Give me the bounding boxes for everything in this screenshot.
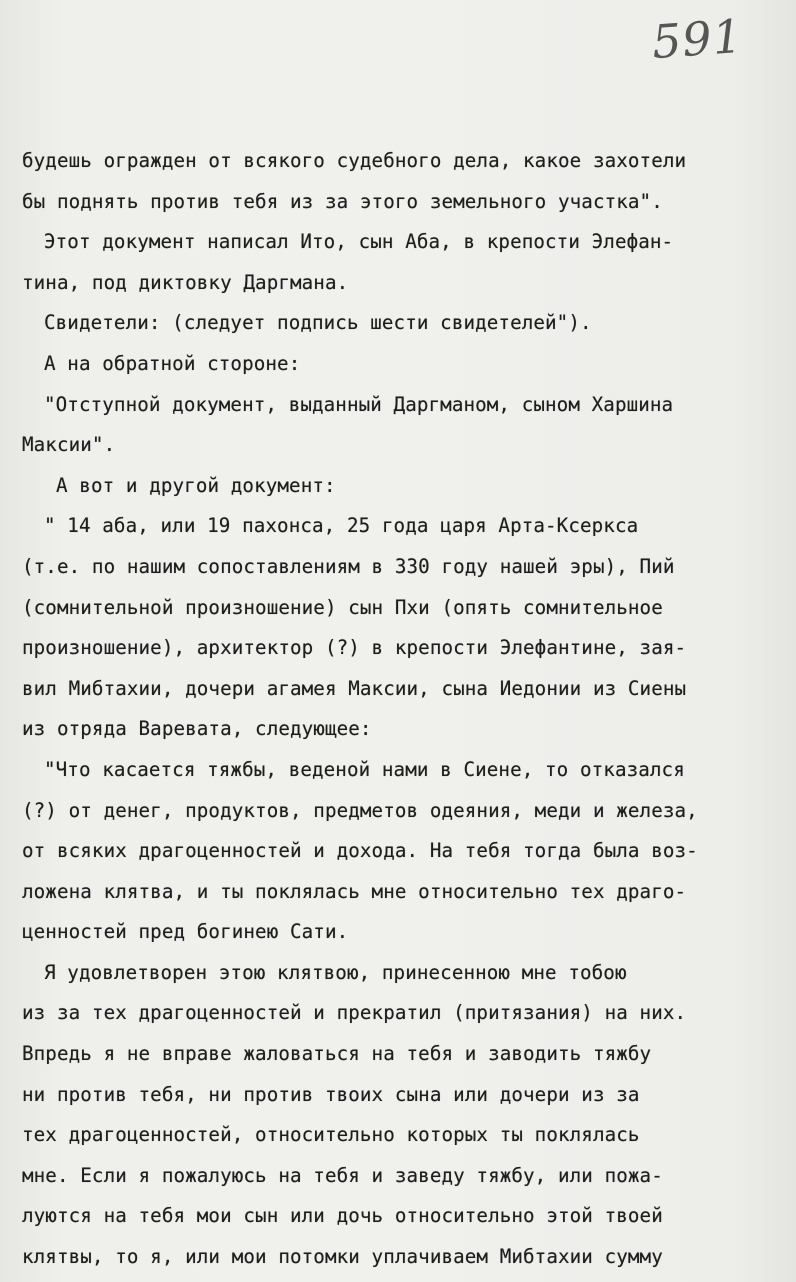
text-line: произношение), архитектор (?) в крепости Элефантине, зая- xyxy=(22,636,687,660)
text-line: тина, под диктовку Даргмана. xyxy=(22,270,349,294)
text-line: тех драгоценностей, относительно которых ты поклялась xyxy=(22,1123,640,1147)
text-line: " 14 аба, или 19 пахонса, 25 года царя Арта-Ксеркса xyxy=(44,514,639,538)
text-line: "Что касается тяжбы, веденой нами в Сиене, то отказался xyxy=(44,757,685,781)
text-line: Впредь я не вправе жаловаться на тебя и заводить тяжбу xyxy=(22,1042,652,1066)
text-line: А вот и другой документ: xyxy=(56,473,336,497)
text-line: Я удовлетворен этою клятвою, принесенною мне тобою xyxy=(44,960,627,984)
text-line: из отряда Варевата, следующее: xyxy=(22,717,372,741)
text-line: луются на тебя мои сын или дочь относительно этой твоей xyxy=(22,1204,663,1228)
text-line: ложена клятва, и ты поклялась мне относительно тех драго- xyxy=(22,879,687,903)
text-line: (т.е. по нашим сопоставлениям в 330 году нашей эры), Пий xyxy=(22,554,675,578)
text-line: ни против тебя, ни против твоих сына или дочери из за xyxy=(22,1082,640,1106)
text-line: ценностей пред богинею Сати. xyxy=(22,920,349,944)
text-line: вил Мибтахии, дочери агамея Максии, сына Иедонии из Сиены xyxy=(22,676,687,700)
text-line: Максии". xyxy=(22,433,116,457)
text-line: бы поднять против тебя из за этого земельного участка". xyxy=(22,189,663,213)
text-line: (?) от денег, продуктов, предметов одеяния, меди и железа, xyxy=(22,798,698,822)
text-line: (сомнительной произношение) сын Пхи (опять сомнительное xyxy=(22,595,663,619)
text-line: Свидетели: (следует подпись шести свидетелей"). xyxy=(44,311,592,335)
text-line: Этот документ написал Ито, сын Аба, в крепости Элефан- xyxy=(44,230,674,254)
typed-text-body xyxy=(22,141,790,1278)
text-line: клятвы, то я, или мои потомки уплачиваем Мибтахии сумму xyxy=(22,1245,663,1269)
text-line: будешь огражден от всякого судебного дела, какое захотели xyxy=(22,149,687,172)
text-line: А на обратной стороне: xyxy=(44,351,301,375)
text-line: от всяких драгоценностей и дохода. На тебя тогда была воз- xyxy=(22,839,698,863)
text-line: из за тех драгоценностей и прекратил (притязания) на них. xyxy=(22,1001,687,1025)
text-line: мне. Если я пожалуюсь на тебя и заведу тяжбу, или пожа- xyxy=(22,1163,663,1187)
text-line: "Отступной документ, выданный Даргманом, сыном Харшина xyxy=(44,392,674,416)
page-number: 591 xyxy=(650,8,745,70)
